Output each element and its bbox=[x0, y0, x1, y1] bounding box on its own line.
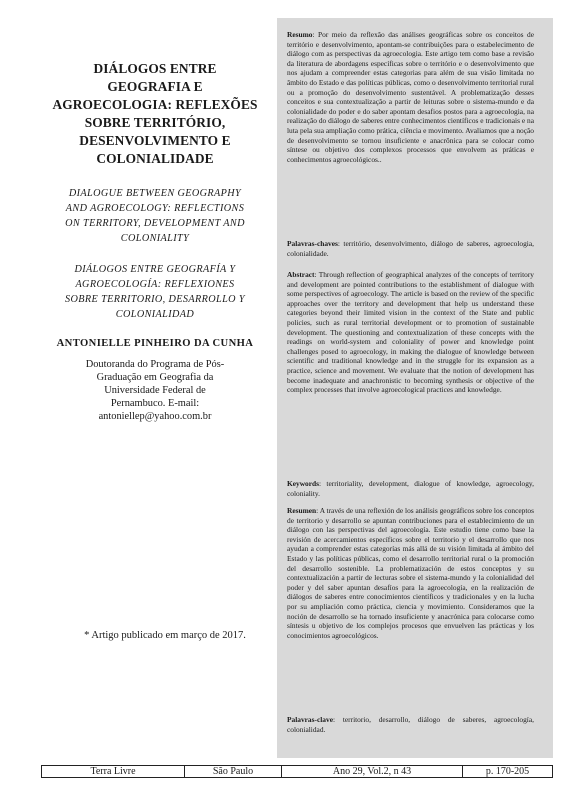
keywords-es-text: : territorio, desarrollo, diálogo de saberes, agroecología, colonialidad. bbox=[287, 715, 534, 734]
author-name: ANTONIELLE PINHEIRO DA CUNHA bbox=[56, 338, 254, 349]
article-title-es: DIÁLOGOS ENTRE GEOGRAFÍA Y AGROECOLOGÍA: REFLEXIONES SOBRE TERRITORIO, DESARROLLO Y COLONIALIDAD bbox=[65, 264, 245, 320]
keywords-pt-text: : território, desenvolvimento, diálogo de saberes, agroecologia, colonialidade. bbox=[287, 239, 534, 258]
keywords-en-text: : territoriality, development, dialogue of knowledge, agroecology, coloniality. bbox=[287, 479, 534, 498]
abstract-en bbox=[287, 270, 534, 395]
article-title-pt: DIÁLOGOS ENTRE GEOGRAFIA E AGROECOLOGIA: REFLEXÕES SOBRE TERRITÓRIO, DESENVOLVIMENTO E COLONIALIDADE bbox=[52, 61, 258, 166]
footer-pages: p. 170-205 bbox=[485, 766, 530, 777]
abstract-es bbox=[287, 506, 534, 640]
abstract-es-label: Resumen bbox=[287, 506, 317, 515]
footer-journal: Terra Livre bbox=[42, 766, 185, 777]
title-block bbox=[40, 60, 270, 423]
keywords-es-label: Palavras-clave bbox=[287, 715, 333, 724]
keywords-en-label: Keywords bbox=[287, 479, 320, 488]
abstract-en-text: : Through reflection of geographical analyzes of the concepts of territory and development are pointed contributions to the establishment of dialogue with some perspectives of agroecology. The article is based on the review of the specific approaches over the territory and development that help us understand these categories beyond their limited vision in the context of the State and public policies, such as rural territorial development or to promotion of sustainable development. The questioning and contextualization of these concepts with the readings on world-system and coloniality of power and knowledge point challenges posed to agroecology, in making the dialogue of knowledge between scientific and traditional knowledge and in the struggle for its expansion as a practice, science and movement. We evaluate that the notion of development has become inadequate and anachronistic to becoming synthesis or objective of the complex processes that involve agroecological practices and knowledge. bbox=[287, 270, 534, 395]
footer-city: São Paulo bbox=[185, 766, 282, 777]
abstract-pt bbox=[287, 30, 534, 164]
keywords-en bbox=[287, 479, 534, 498]
abstract-pt-text: : Por meio da reflexão das análises geográficas sobre os conceitos de território e desenvolvimento, apontam-se contribuições para o estabelecimento de diálogo com as perspectivas da agroecologia. Este artigo tem como base a revisão da literatura de abordagens específicas sobre o território e o desenvolvimento que nos ajudam a compreender estas categorias para além de sua visão limitada no âmbito do Estado e das políticas públicas, como o desenvolvimento territorial rural ou a promoção do desenvolvimento sustentável. A problematização desses conceitos e sua contextualização a partir de leituras sobre o sistema-mundo e da colonialidade do poder e do saber apontam desafios postos para a agroecologia, na realização do diálogo de saberes entre conhecimentos científicos e tradicionais e na luta pela sua ampliação como prática, ciência e movimento. Avaliamos que a noção de desenvolvimento se tornou insuficiente e anacrônica para se colocar como síntese ou objetivo dos complexos processos que envolvem as práticas e conhecimentos agroecológicos.. bbox=[287, 30, 534, 164]
article-title-en: DIALOGUE BETWEEN GEOGRAPHY AND AGROECOLOGY: REFLECTIONS ON TERRITORY, DEVELOPMENT AND COLONIALITY bbox=[65, 188, 245, 244]
author-email[interactable]: antoniellep@yahoo.com.br bbox=[98, 411, 212, 422]
abstract-es-text: : A través de una reflexión de los análisis geográficos sobre los conceptos de territorio y desarrollo se apuntan contribuciones para el establecimiento de un diálogo con las perspectivas del agroecología. Este estudio tiene como base la revisión de acercamientos específicos sobre el territorio y el desarrollo que nos ayudan a comprender estas categorías más allá de su visión limitada al ámbito del Estado y las políticas públicas, como el desarrollo territorial rural o la promoción del desarrollo sostenible. La problematización de estos conceptos y su contextualización a partir de lecturas sobre el sistema-mundo y la colonialidad del poder y del saber apuntan desafíos para la agroecología, en la realización de diálogos de saberes entre conocimientos científicos y tradicionales y en la lucha por su ampliación como práctica, ciencia y movimiento. Consideramos que la noción de desarrollo se ha tornado insuficiente y anacrónica para colocarse como síntesis u objetivo de los complejos procesos que envuelven las prácticas y los conocimientos agroecológicos. bbox=[287, 506, 534, 640]
publication-note: * Artigo publicado em março de 2017. bbox=[84, 630, 246, 641]
keywords-pt-label: Palavras-chaves bbox=[287, 239, 338, 248]
abstract-pt-label: Resumo bbox=[287, 30, 313, 39]
keywords-pt bbox=[287, 239, 534, 258]
page-footer bbox=[41, 765, 553, 778]
footer-issue: Ano 29, Vol.2, n 43 bbox=[282, 766, 463, 777]
author-affiliation: Doutoranda do Programa de Pós- Graduação em Geografia da Universidade Federal de Pernambuco. E-mail: antoniellep@yahoo.com.br bbox=[40, 358, 270, 423]
keywords-es bbox=[287, 715, 534, 734]
abstract-en-label: Abstract bbox=[287, 270, 315, 279]
